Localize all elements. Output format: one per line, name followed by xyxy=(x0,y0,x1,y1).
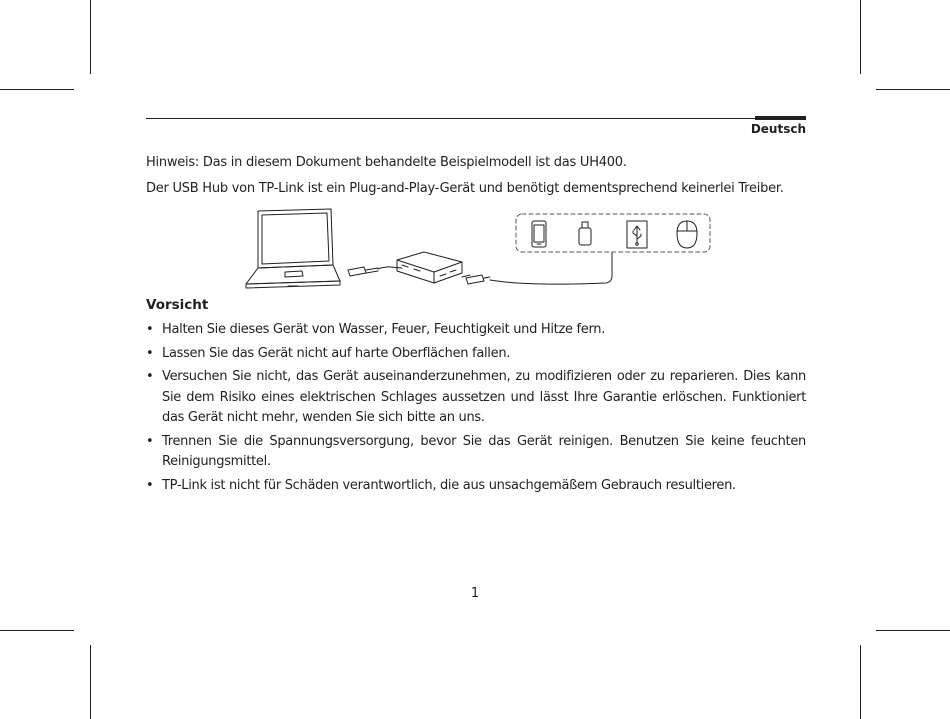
caution-item: • Lassen Sie das Gerät nicht auf harte Oberflächen fallen. xyxy=(146,344,806,365)
mouse-icon xyxy=(677,221,697,248)
usb-hub-icon xyxy=(397,252,462,283)
bullet: • xyxy=(146,477,154,493)
usb-flash-drive-icon xyxy=(579,222,591,245)
bullet: • xyxy=(146,322,154,337)
usb-device-icon xyxy=(627,221,647,248)
model-note: Hinweis: Das in diesem Dokument behandelte Beispielmodell ist das UH400. xyxy=(146,155,627,170)
laptop-icon xyxy=(246,209,340,288)
bullet: • xyxy=(146,345,154,361)
product-description: Der USB Hub von TP-Link ist ein Plug-and-Play-Gerät und benötigt dementsprechend keinerlei Treiber. xyxy=(146,181,784,196)
smartphone-icon xyxy=(532,221,546,247)
caution-title: Vorsicht xyxy=(146,297,209,313)
page-number: 1 xyxy=(470,586,480,601)
language-label: Deutsch xyxy=(750,122,806,136)
bullet: • xyxy=(146,433,154,449)
caution-item: • TP-Link ist nicht für Schäden verantwortlich, die aus unsachgemäßem Gebrauch resultieren. xyxy=(146,476,806,497)
laptop-cable xyxy=(348,267,402,276)
caution-item: • Halten Sie dieses Gerät von Wasser, Feuer, Feuchtigkeit und Hitze fern. xyxy=(146,320,806,341)
caution-list xyxy=(146,320,806,499)
bullet: • xyxy=(146,369,154,384)
caution-item: • Trennen Sie die Spannungsversorgung, bevor Sie das Gerät reinigen. Benutzen Sie keine feuchten Reinigungsmittel. xyxy=(146,433,806,469)
caution-item: • Versuchen Sie nicht, das Gerät auseinanderzunehmen, zu modifizieren oder zu reparieren. Dies kann Sie dem Risiko eines elektrischen Schlages aussetzen und lässt Ihre Garantie erlöschen. Funktioniert das Gerät nicht mehr, wenden Sie sich bitte an uns. xyxy=(146,369,806,425)
device-cable xyxy=(462,253,612,284)
